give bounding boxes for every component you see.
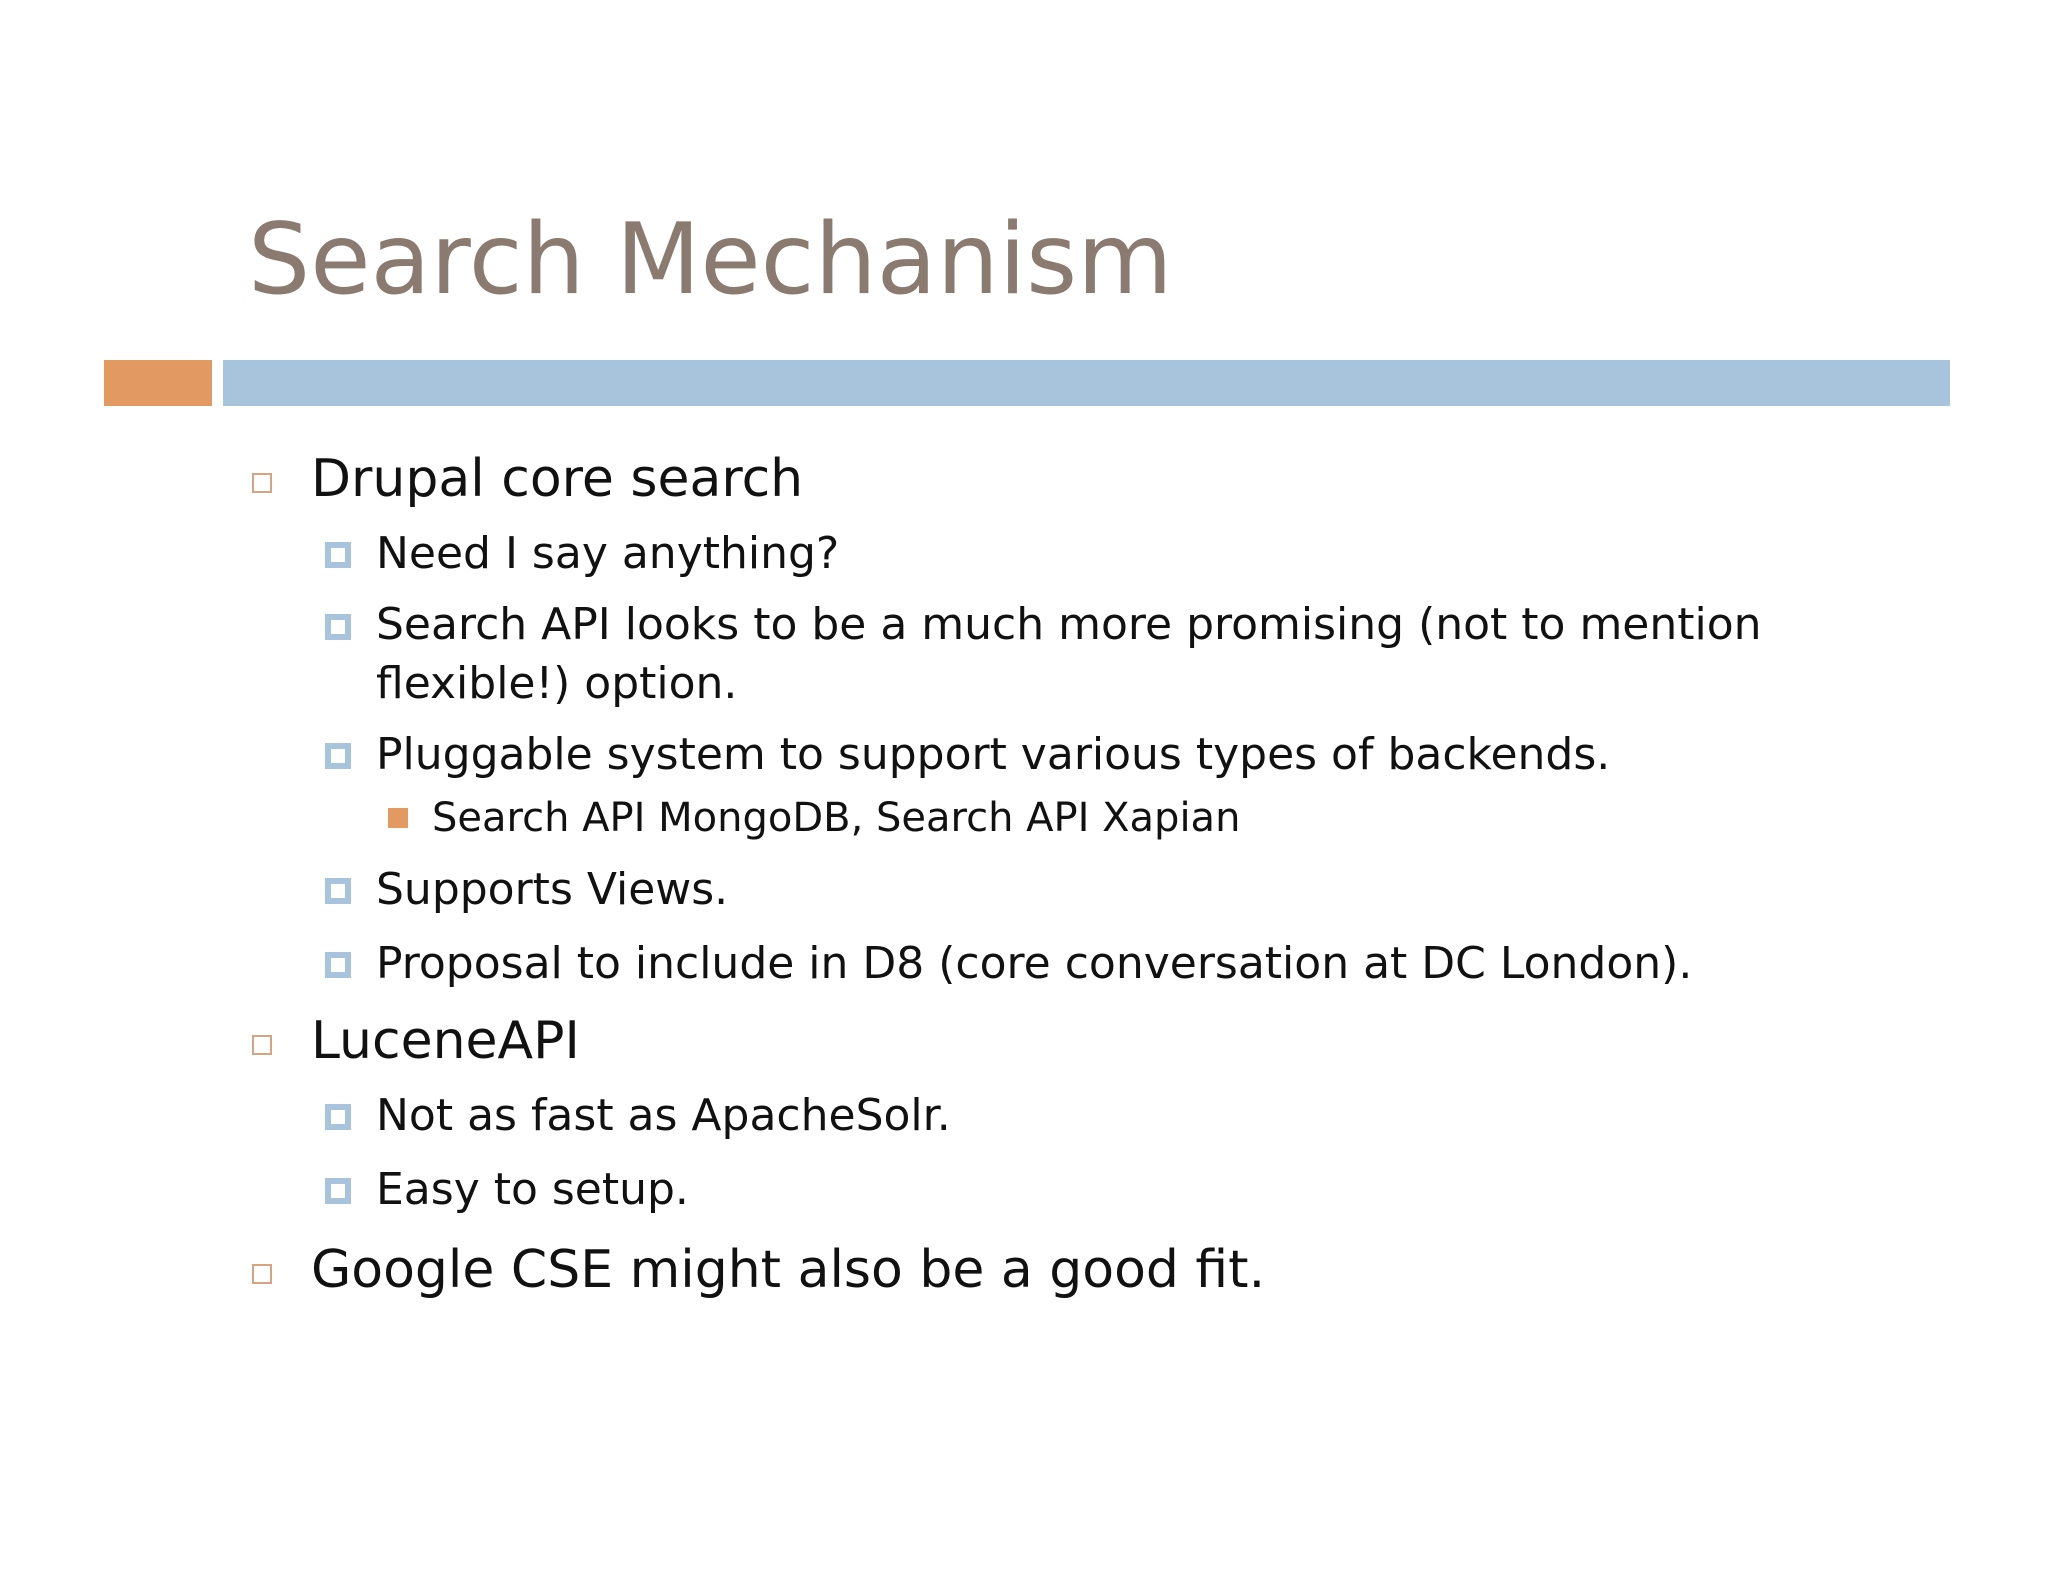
square-bullet-icon <box>325 542 351 568</box>
sub-bullet-item: Easy to setup. <box>376 1164 689 1215</box>
sub-bullet-item: Not as fast as ApacheSolr. <box>376 1090 951 1141</box>
bullet-item: LuceneAPI <box>311 1011 580 1071</box>
square-bullet-icon <box>325 952 351 978</box>
square-bullet-icon <box>252 473 272 493</box>
sub-bullet-item: Need I say anything? <box>376 528 840 579</box>
sub-bullet-item: Search API looks to be a much more promising (not to mention <box>376 599 1762 650</box>
bullet-item: Google CSE might also be a good fit. <box>311 1240 1266 1300</box>
slide-title: Search Mechanism <box>248 203 1173 317</box>
title-underline-bar <box>223 360 1950 406</box>
sub-bullet-item: Proposal to include in D8 (core conversation at DC London). <box>376 938 1693 989</box>
sub-sub-bullet-item: Search API MongoDB, Search API Xapian <box>432 795 1241 841</box>
sub-bullet-item: Pluggable system to support various types of backends. <box>376 729 1611 780</box>
sub-bullet-item: Supports Views. <box>376 864 729 915</box>
square-bullet-icon <box>325 1104 351 1130</box>
title-accent-bar <box>104 360 212 406</box>
square-bullet-icon <box>252 1264 272 1284</box>
square-bullet-icon <box>325 1178 351 1204</box>
square-bullet-icon <box>325 743 351 769</box>
square-bullet-icon <box>252 1035 272 1055</box>
bullet-item: Drupal core search <box>311 449 804 509</box>
sub-bullet-item-continuation: flexible!) option. <box>376 658 738 709</box>
square-bullet-icon <box>388 808 408 828</box>
square-bullet-icon <box>325 614 351 640</box>
square-bullet-icon <box>325 878 351 904</box>
